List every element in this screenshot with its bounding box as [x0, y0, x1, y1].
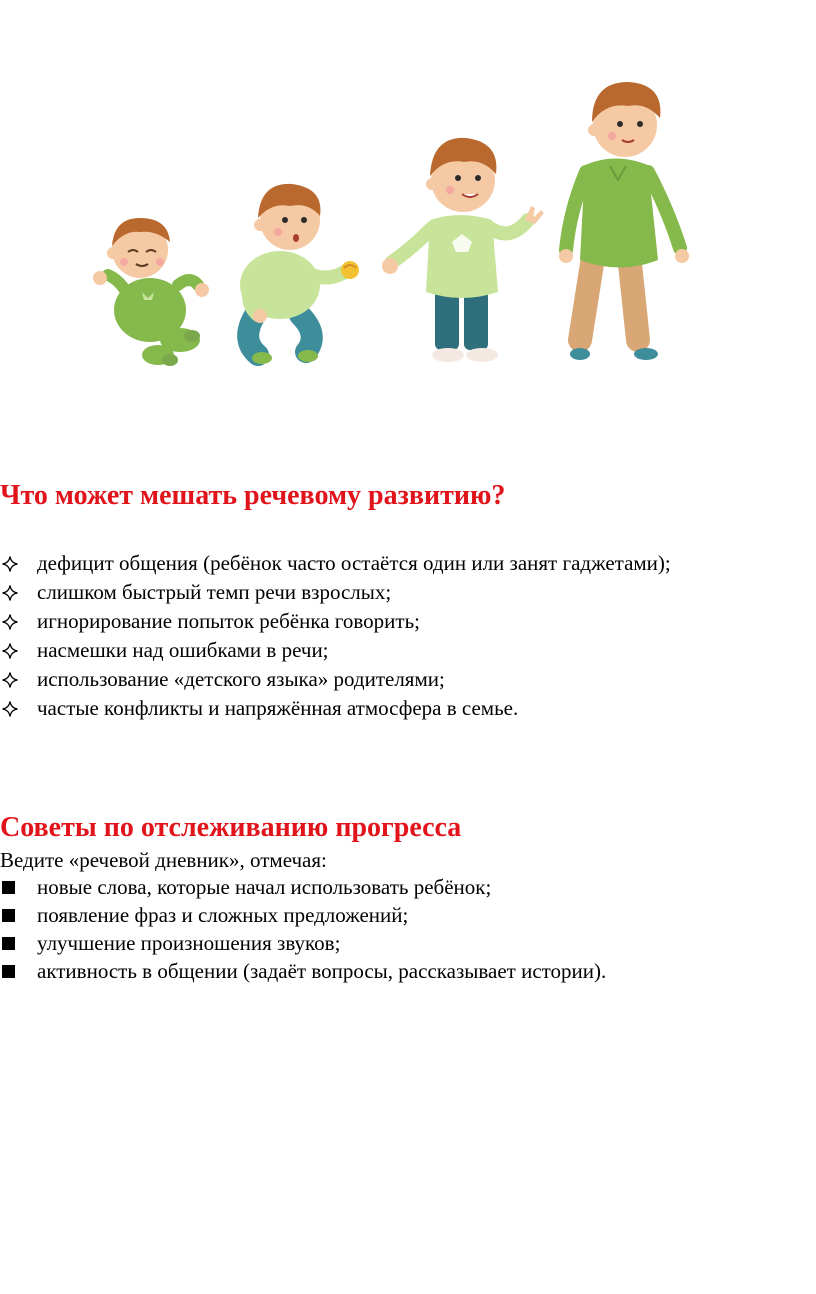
square-bullet-icon: [2, 909, 15, 922]
list-item-text: появление фраз и сложных предложений;: [37, 903, 409, 927]
four-point-star-icon: [2, 643, 18, 659]
toddler-figure: [240, 184, 359, 364]
children-growth-illustration: [80, 70, 700, 370]
list-item: [0, 957, 606, 985]
list-item: [0, 694, 671, 723]
diary-intro-text: Ведите «речевой дневник», отмечая:: [0, 848, 327, 872]
square-bullet-icon: [2, 965, 15, 978]
list-item-text: частые конфликты и напряжённая атмосфера в семье.: [37, 696, 519, 720]
obstacles-list: [0, 549, 671, 723]
list-item: [0, 901, 606, 929]
list-item-text: насмешки над ошибками в речи;: [37, 638, 329, 662]
square-bullet-icon: [2, 881, 15, 894]
list-item-text: активность в общении (задаёт вопросы, рассказывает истории).: [37, 959, 607, 983]
list-item-text: новые слова, которые начал использовать ребёнок;: [37, 875, 492, 899]
list-item-text: игнорирование попыток ребёнка говорить;: [37, 609, 420, 633]
child-figure: [382, 138, 544, 362]
four-point-star-icon: [2, 585, 18, 601]
four-point-star-icon: [2, 672, 18, 688]
four-point-star-icon: [2, 614, 18, 630]
section-title-progress: Советы по отслеживанию прогресса: [0, 812, 462, 843]
list-item: [0, 929, 606, 957]
four-point-star-icon: [2, 556, 18, 572]
progress-list: [0, 873, 606, 985]
list-item: [0, 578, 671, 607]
section-title-obstacles: Что может мешать речевому развитию?: [0, 480, 506, 511]
list-item: [0, 607, 671, 636]
list-item-text: дефицит общения (ребёнок часто остаётся один или занят гаджетами);: [37, 551, 671, 575]
list-item-text: слишком быстрый темп речи взрослых;: [37, 580, 392, 604]
older-child-figure: [559, 82, 689, 360]
baby-figure: [93, 218, 209, 366]
list-item: [0, 665, 671, 694]
four-point-star-icon: [2, 701, 18, 717]
list-item: [0, 873, 606, 901]
list-item-text: использование «детского языка» родителями;: [37, 667, 445, 691]
square-bullet-icon: [2, 937, 15, 950]
list-item: [0, 549, 671, 578]
list-item: [0, 636, 671, 665]
list-item-text: улучшение произношения звуков;: [37, 931, 341, 955]
